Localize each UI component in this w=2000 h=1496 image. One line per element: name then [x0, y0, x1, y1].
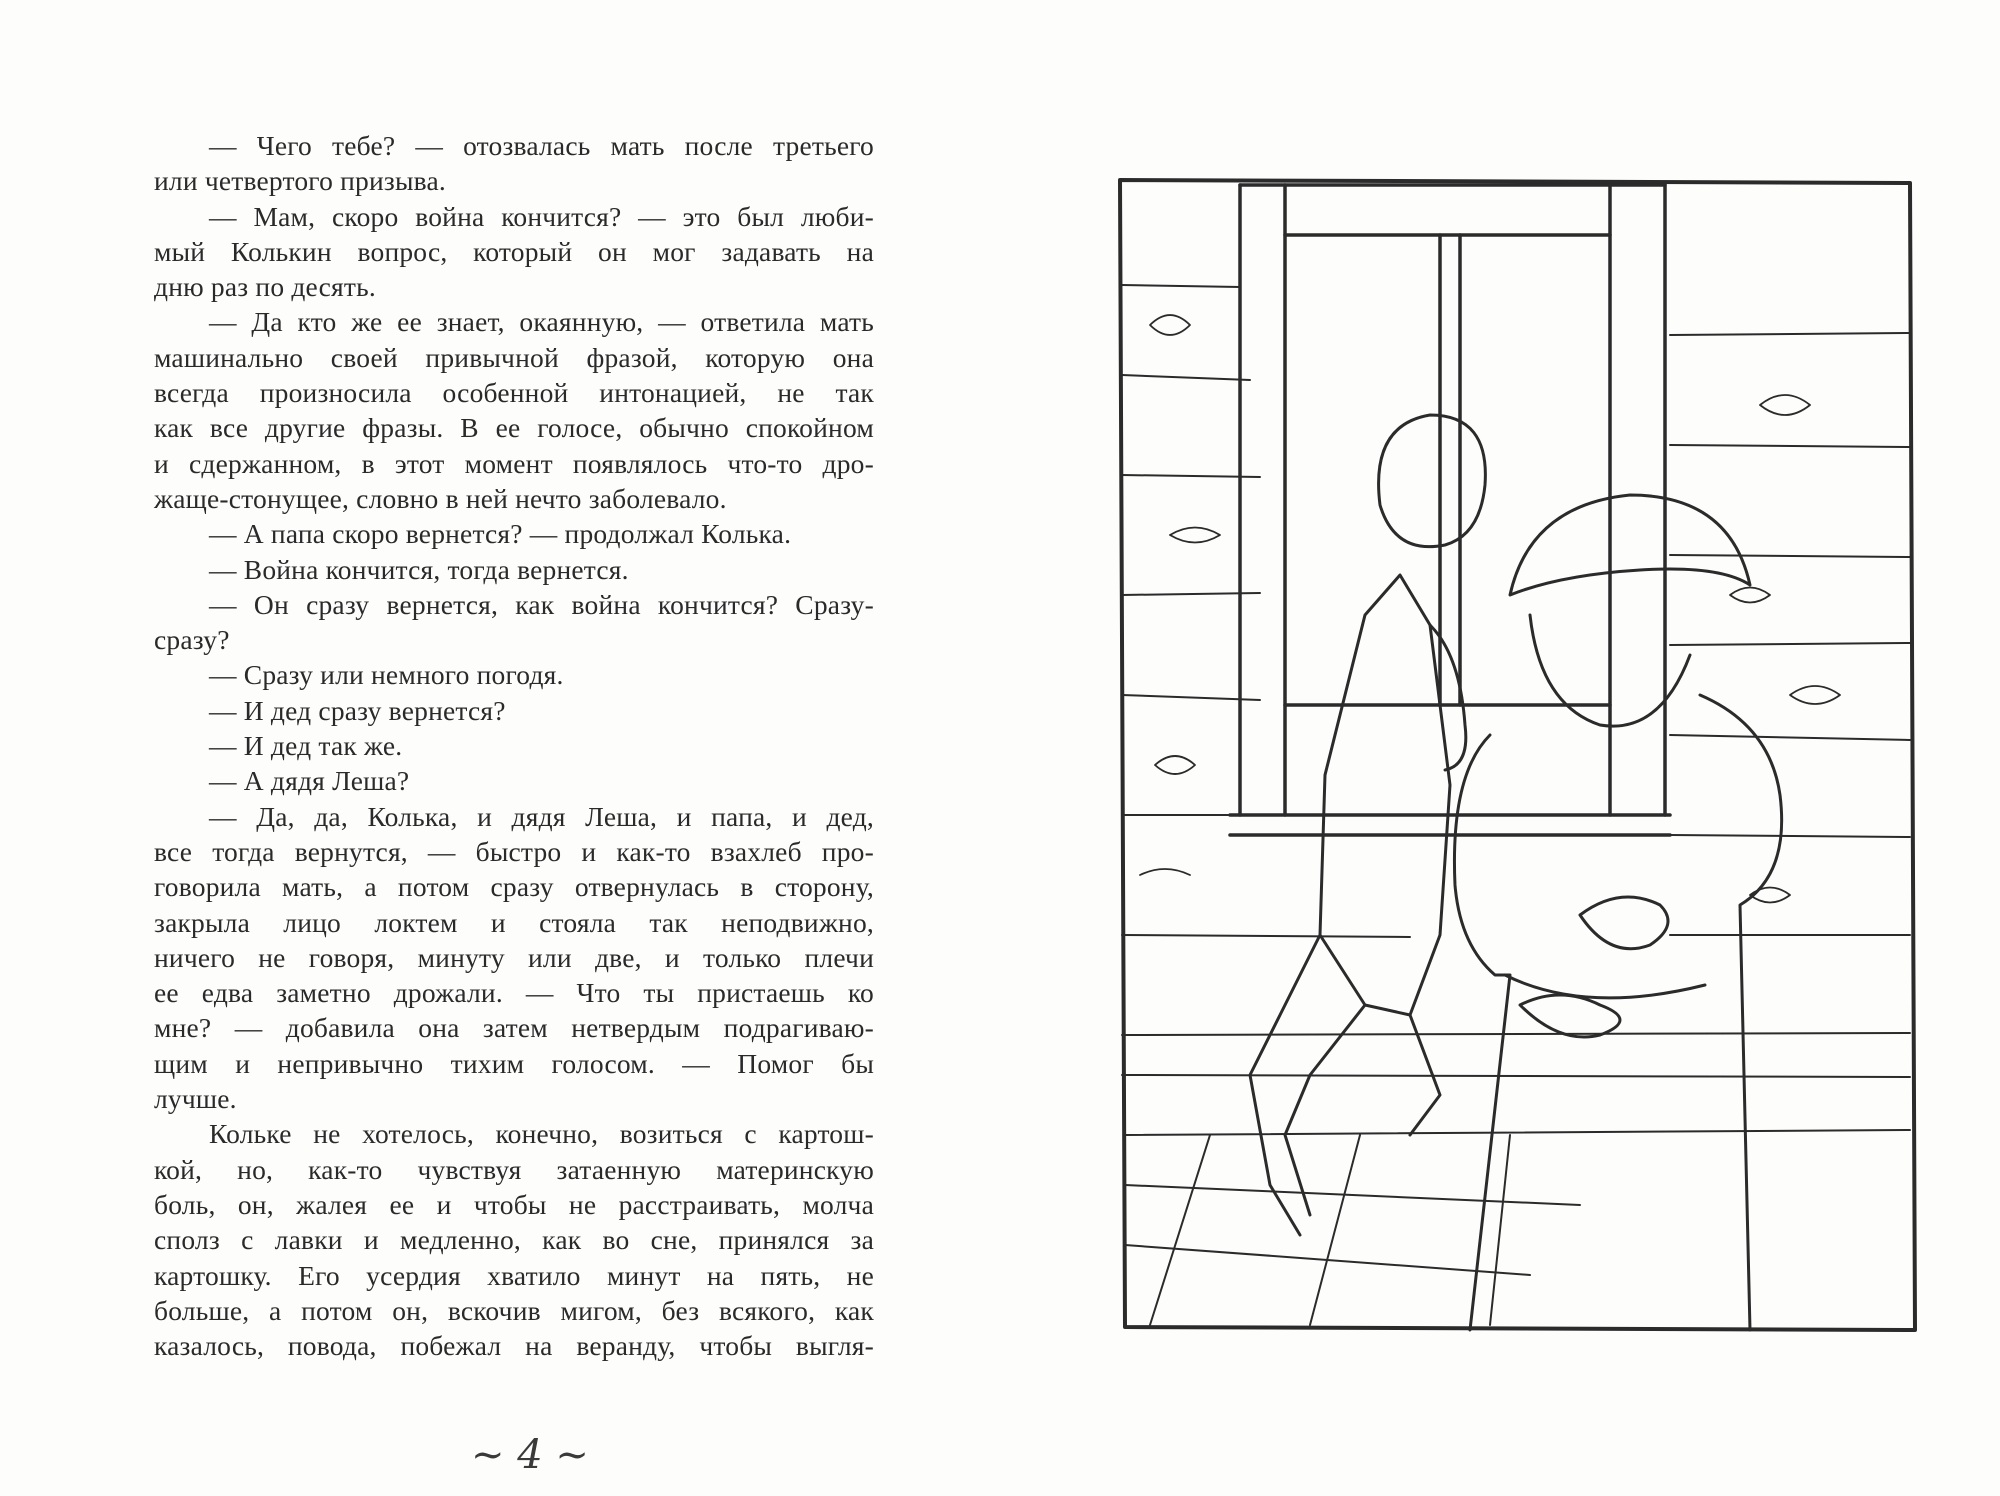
text-line: — Да кто же ее знает, окаянную, — ответила мать	[209, 306, 874, 338]
text-line: — Сразу или немного погодя.	[209, 659, 564, 691]
text-line: дню раз по десять.	[154, 271, 376, 303]
text-line: сразу?	[154, 624, 230, 656]
text-line: или четвертого призыва.	[154, 165, 446, 197]
text-line: казалось, повода, побежал на веранду, чтобы выгля-	[154, 1330, 874, 1362]
text-line: — А папа скоро вернется? — продолжал Колька.	[209, 518, 792, 550]
text-line: — Да, да, Колька, и дядя Леша, и папа, и дед,	[209, 800, 874, 832]
text-line: Кольке не хотелось, конечно, возиться с картош-	[209, 1118, 874, 1150]
right-page	[1000, 0, 2000, 1496]
text-line: — Чего тебе? — отозвалась мать после третьего	[209, 130, 874, 161]
text-line: говорила мать, а потом сразу отвернулась в сторону,	[154, 871, 874, 903]
window	[1230, 185, 1670, 835]
text-line: — И дед так же.	[209, 730, 403, 762]
text-line: — Он сразу вернется, как война кончится? Сразу-	[209, 588, 874, 620]
text-line: больше, а потом он, вскочив мигом, без всякого, как	[154, 1294, 874, 1326]
text-line: щим и непривычно тихим голосом. — Помог бы	[154, 1047, 874, 1079]
floor	[1125, 1130, 1910, 1325]
text-line: боль, он, жалея ее и чтобы не расстраивать, молча	[154, 1188, 874, 1220]
text-line: как все другие фразы. В ее голосе, обычно спокойном	[154, 412, 874, 444]
text-line: лучше.	[154, 1083, 237, 1115]
text-line: кой, но, как-то чувствуя затаенную материнскую	[154, 1153, 874, 1185]
text-line: мый Колькин вопрос, который он мог задавать на	[154, 235, 874, 267]
text-line: картошку. Его усердия хватило минут на пять, не	[154, 1259, 874, 1291]
text-line: мне? — добавила она затем нетвердым подрагиваю-	[154, 1012, 874, 1044]
text-line: — Мам, скоро война кончится? — это был люби-	[209, 200, 874, 232]
text-line: закрыла лицо локтем и стояла так неподвижно,	[154, 906, 874, 938]
text-line: ее едва заметно дрожали. — Что ты пристаешь ко	[154, 977, 874, 1009]
body-text	[154, 128, 874, 1363]
text-line: — Война кончится, тогда вернется.	[209, 553, 629, 585]
text-line: машинально своей привычной фразой, которую она	[154, 341, 874, 373]
text-line: — А дядя Леша?	[209, 765, 410, 797]
text-line: — И дед сразу вернется?	[209, 694, 506, 726]
text-line: все тогда вернутся, — быстро и как-то взахлеб про-	[154, 835, 874, 867]
text-line: ничего не говоря, минуту или две, и только плечи	[154, 941, 874, 973]
text-line: и сдержанном, в этот момент появлялось что-то дро-	[154, 447, 874, 479]
text-line: всегда произносила особенной интонацией, не так	[154, 377, 874, 409]
text-line: сполз с лавки и медленно, как во сне, принялся за	[154, 1224, 874, 1256]
illustration	[1110, 175, 1920, 1340]
page-number: ~ 4 ~	[471, 1432, 589, 1478]
text-line: жаще-стонущее, словно в ней нечто заболевало.	[154, 482, 727, 514]
